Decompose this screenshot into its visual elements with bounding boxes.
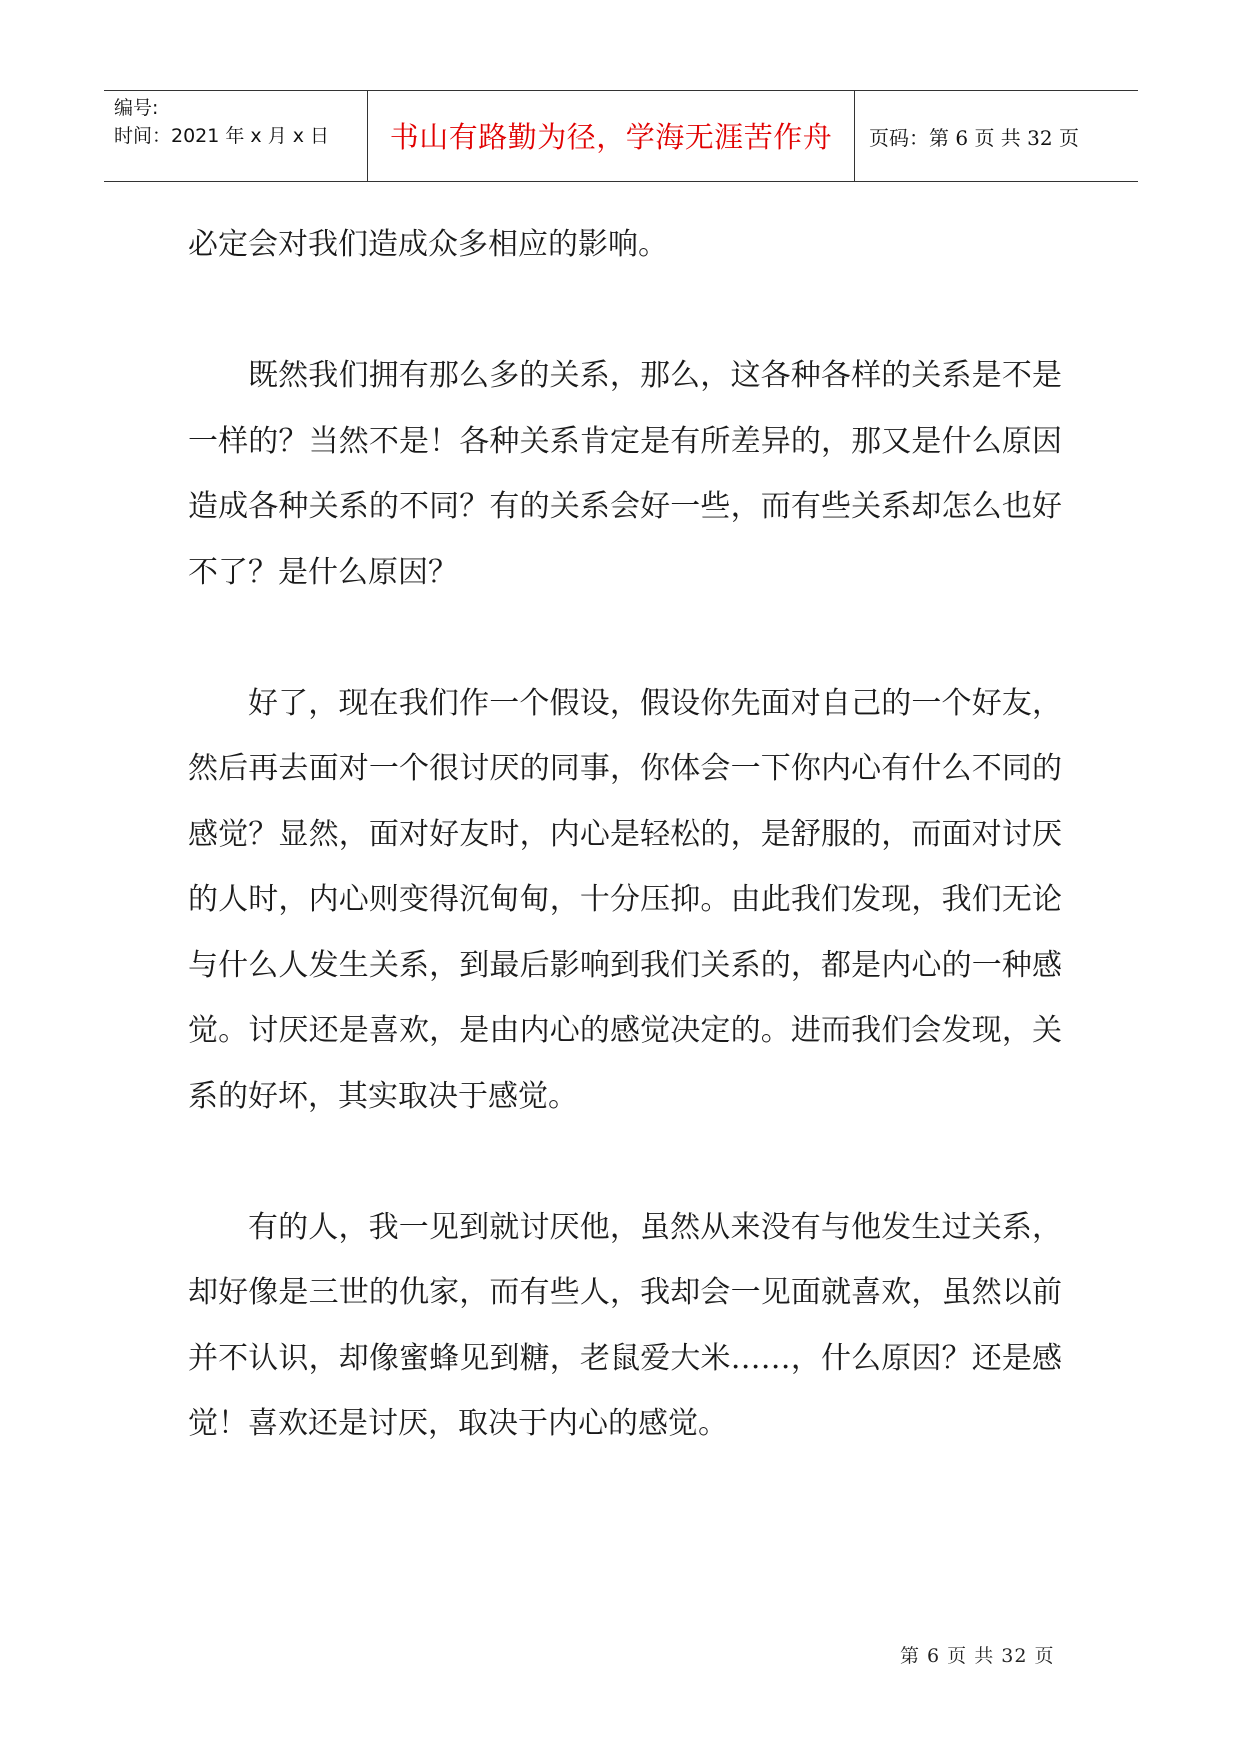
header-page-number: 页码：第 6 页 共 32 页 (869, 125, 1079, 150)
paragraph-continuation: 必定会对我们造成众多相应的影响。 (188, 227, 668, 262)
header-meta (104, 91, 368, 181)
paragraph: 既然我们拥有那么多的关系，那么，这各种各样的关系是不是一样的？当然不是！各种关系肯定是有所差异的，那又是什么原因造成各种关系的不同？有的关系会好一些，而有些关系却怎么也好不了？是什么原因？ (188, 358, 1062, 590)
document-date-label: 时间：2021 年 x 月 x 日 (114, 125, 330, 147)
page-header (104, 90, 1138, 182)
header-motto: 书山有路勤为径，学海无涯苦作舟 (368, 91, 855, 181)
page-footer: 第 6 页 共 32 页 (900, 1645, 1055, 1667)
document-number-label: 编号: (114, 97, 159, 119)
paragraph: 有的人，我一见到就讨厌他，虽然从来没有与他发生过关系，却好像是三世的仇家，而有些人，我却会一见面就喜欢，虽然以前并不认识，却像蜜蜂见到糖，老鼠爱大米……，什么原因？还是感觉！喜欢还是讨厌，取决于内心的感觉。 (188, 1209, 1062, 1441)
document-body (188, 212, 1062, 1522)
paragraph: 好了，现在我们作一个假设，假设你先面对自己的一个好友，然后再去面对一个很讨厌的同事，你体会一下你内心有什么不同的感觉？显然，面对好友时，内心是轻松的，是舒服的，而面对讨厌的人时，内心则变得沉甸甸，十分压抑。由此我们发现，我们无论与什么人发生关系，到最后影响到我们关系的，都是内心的一种感觉。讨厌还是喜欢，是由内心的感觉决定的。进而我们会发现，关系的好坏，其实取决于感觉。 (188, 685, 1062, 1114)
